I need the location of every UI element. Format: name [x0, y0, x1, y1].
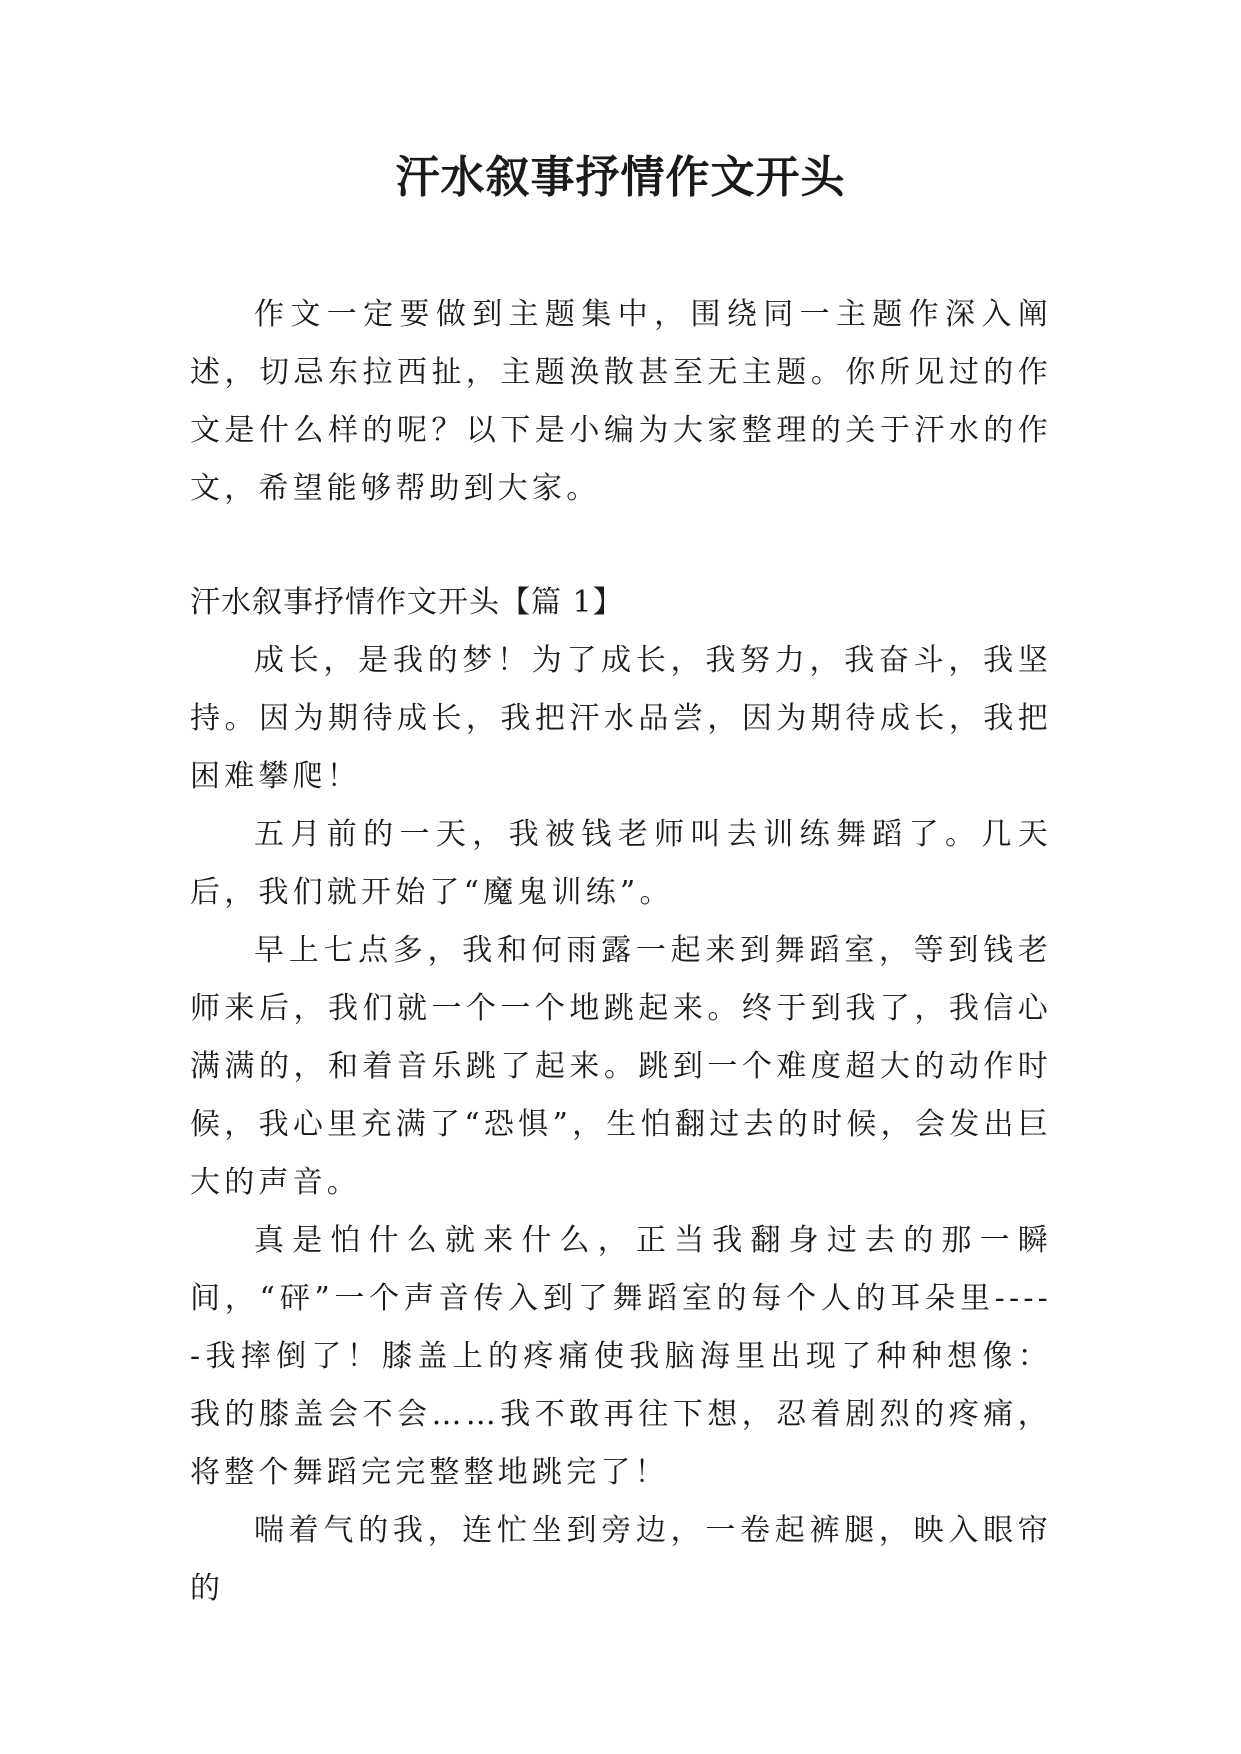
body-paragraph-2: 五月前的一天，我被钱老师叫去训练舞蹈了。几天后，我们就开始了“魔鬼训练”。 — [190, 817, 1052, 910]
intro-paragraph: 作文一定要做到主题集中，围绕同一主题作深入阐述，切忌东拉西扯，主题涣散甚至无主题。你所见过的作文是什么样的呢？以下是小编为大家整理的关于汗水的作文，希望能够帮助到大家。 — [190, 297, 1052, 506]
section-heading: 汗水叙事抒情作文开头【篇 1】 — [190, 585, 624, 620]
body-paragraph-3: 早上七点多，我和何雨露一起来到舞蹈室，等到钱老师来后，我们就一个一个地跳起来。终于到我了，我信心满满的，和着音乐跳了起来。跳到一个难度超大的动作时候，我心里充满了“恐惧”，生怕翻过去的时候，会发出巨大的声音。 — [190, 933, 1052, 1200]
body-paragraph-5: 喘着气的我，连忙坐到旁边，一卷起裤腿，映入眼帘的 — [190, 1513, 1052, 1606]
body-paragraph-4: 真是怕什么就来什么，正当我翻身过去的那一瞬间，“砰”一个声音传入到了舞蹈室的每个人的耳朵里-----我摔倒了！膝盖上的疼痛使我脑海里出现了种种想像：我的膝盖会不会……我不敢再往下想，忍着剧烈的疼痛，将整个舞蹈完完整整地跳完了！ — [190, 1223, 1052, 1490]
document-body — [190, 286, 1052, 1618]
document-title: 汗水叙事抒情作文开头 — [395, 152, 846, 203]
body-paragraph-1: 成长，是我的梦！为了成长，我努力，我奋斗，我坚持。因为期待成长，我把汗水品尝，因为期待成长，我把困难攀爬！ — [190, 643, 1052, 794]
